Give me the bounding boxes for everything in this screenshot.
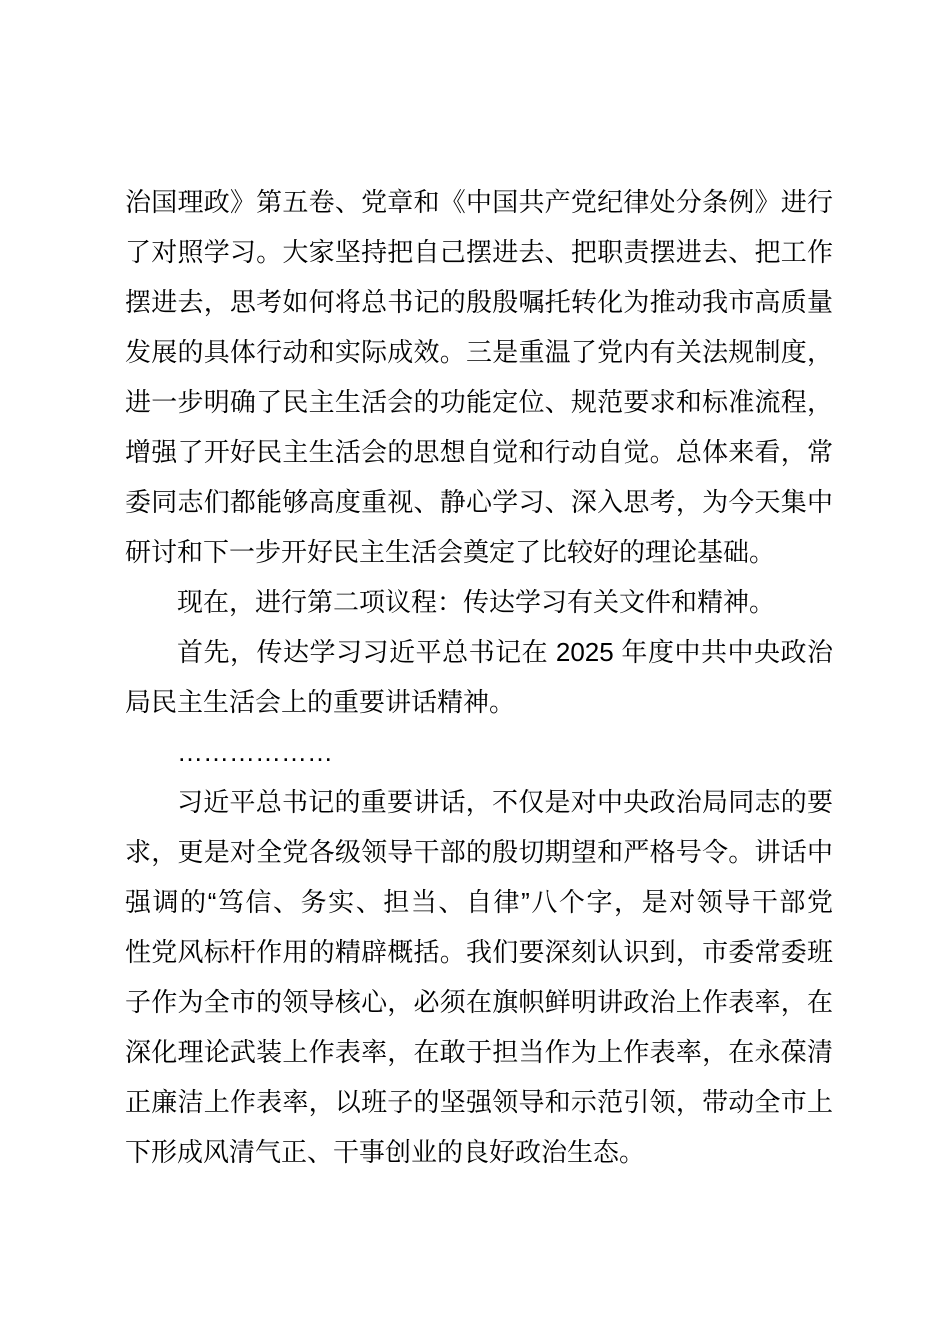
text-line: 正廉洁上作表率，以班子的坚强领导和示范引领，带动全市上 xyxy=(125,1087,833,1117)
text-line: 下形成风清气正、干事创业的良好政治生态。 xyxy=(125,1137,646,1167)
text-line: 了对照学习。大家坚持把自己摆进去、把职责摆进去、把工作 xyxy=(125,237,833,267)
text-line: 首先，传达学习习近平总书记在 2025 年度中共中央政治 xyxy=(177,637,833,667)
text-line: 发展的具体行动和实际成效。三是重温了党内有关法规制度， xyxy=(125,337,833,367)
text-line: 现在，进行第二项议程：传达学习有关文件和精神。 xyxy=(177,587,776,617)
text-line: 求，更是对全党各级领导干部的殷切期望和严格号令。讲话中 xyxy=(125,837,833,867)
text-line: 摆进去，思考如何将总书记的殷殷嘱托转化为推动我市高质量 xyxy=(125,287,833,317)
document-body xyxy=(125,177,833,1177)
text-line: 委同志们都能够高度重视、静心学习、深入思考，为今天集中 xyxy=(125,487,833,517)
text-line: 强调的“笃信、务实、担当、自律”八个字，是对领导干部党 xyxy=(125,887,833,917)
text-line: 研讨和下一步开好民主生活会奠定了比较好的理论基础。 xyxy=(125,537,776,567)
text-line: 进一步明确了民主生活会的功能定位、规范要求和标准流程， xyxy=(125,387,833,417)
text-line: 子作为全市的领导核心，必须在旗帜鲜明讲政治上作表率，在 xyxy=(125,987,833,1017)
text-line: 深化理论武装上作表率，在敢于担当作为上作表率，在永葆清 xyxy=(125,1037,833,1067)
text-line: 增强了开好民主生活会的思想自觉和行动自觉。总体来看，常 xyxy=(125,437,833,467)
text-line: ……………… xyxy=(177,737,333,767)
text-line: 局民主生活会上的重要讲话精神。 xyxy=(125,687,516,717)
text-line: 习近平总书记的重要讲话，不仅是对中央政治局同志的要 xyxy=(177,787,833,817)
text-line: 治国理政》第五卷、党章和《中国共产党纪律处分条例》进行 xyxy=(125,187,833,217)
text-line: 性党风标杆作用的精辟概括。我们要深刻认识到，市委常委班 xyxy=(125,937,833,967)
